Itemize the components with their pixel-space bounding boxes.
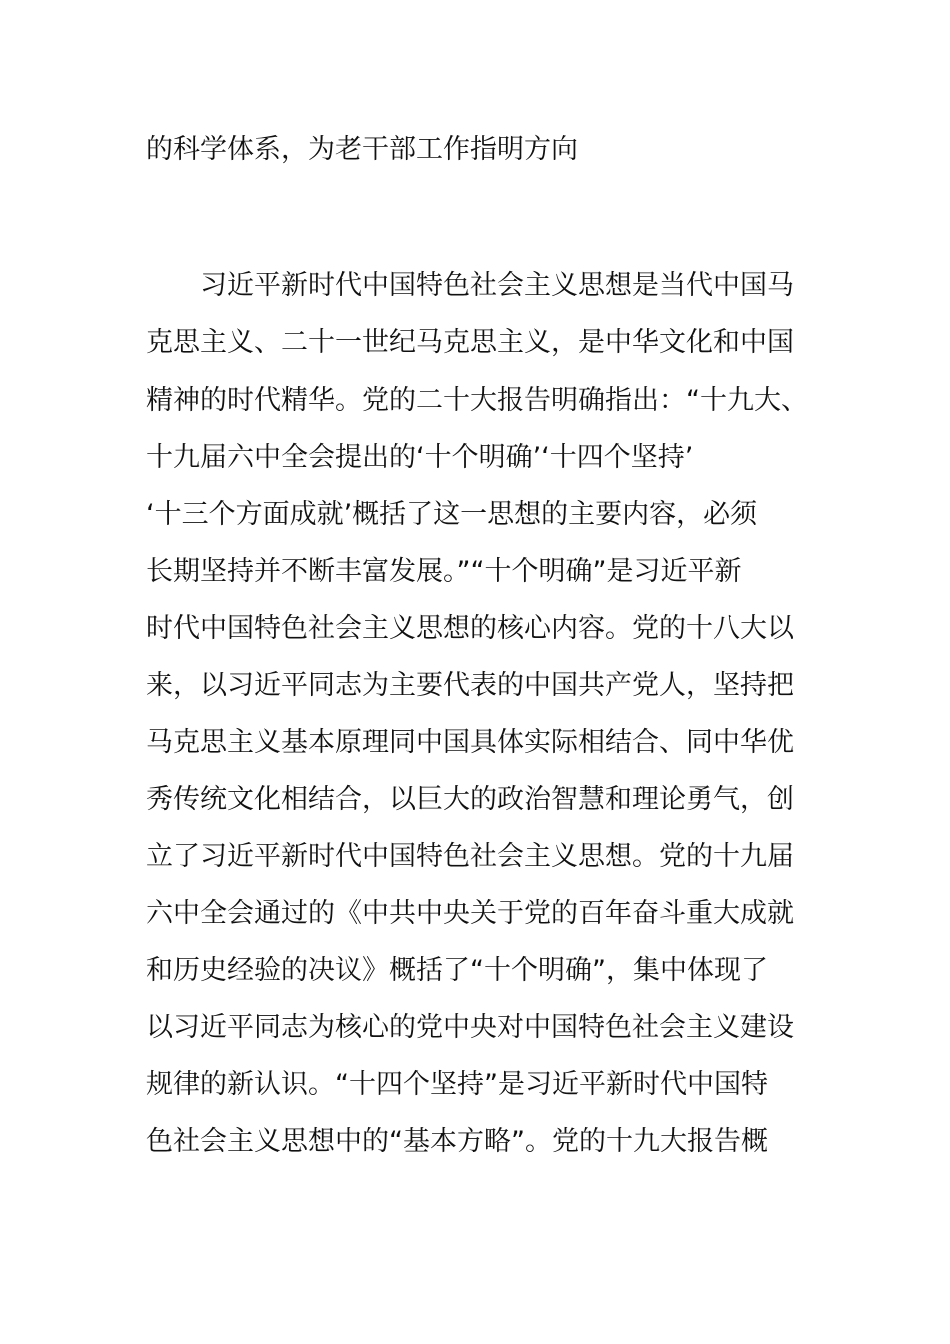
paragraph-line: 克思主义、二十一世纪马克思主义，是中华文化和中国 — [146, 327, 794, 358]
paragraph-line: 立了习近平新时代中国特色社会主义思想。党的十九届 — [146, 841, 794, 872]
paragraph-line: 规律的新认识。“十四个坚持”是习近平新时代中国特 — [146, 1069, 768, 1100]
paragraph-line: 六中全会通过的《中共中央关于党的百年奋斗重大成就 — [146, 898, 794, 929]
section-heading: 的科学体系，为老干部工作指明方向 — [146, 134, 578, 165]
paragraph-line: 色社会主义思想中的“基本方略”。党的十九大报告概 — [146, 1126, 768, 1157]
paragraph-line: 精神的时代精华。党的二十大报告明确指出：“十九大、 — [146, 385, 808, 416]
paragraph-line: 和历史经验的决议》概括了“十个明确”，集中体现了 — [146, 955, 768, 986]
paragraph-line: ‘十三个方面成就’概括了这一思想的主要内容，必须 — [146, 499, 758, 530]
paragraph-line: 以习近平同志为核心的党中央对中国特色社会主义建设 — [146, 1012, 794, 1043]
paragraph-line: 十九届六中全会提出的‘十个明确’‘十四个坚持’ — [146, 442, 694, 473]
paragraph-line: 来，以习近平同志为主要代表的中国共产党人，坚持把 — [146, 670, 794, 701]
paragraph-line: 长期坚持并不断丰富发展。”“十个明确”是习近平新 — [146, 556, 742, 587]
paragraph-line: 时代中国特色社会主义思想的核心内容。党的十八大以 — [146, 613, 794, 644]
paragraph-line: 习近平新时代中国特色社会主义思想是当代中国马 — [146, 270, 794, 301]
paragraph-line: 马克思主义基本原理同中国具体实际相结合、同中华优 — [146, 727, 794, 758]
paragraph-line: 秀传统文化相结合，以巨大的政治智慧和理论勇气，创 — [146, 784, 794, 815]
